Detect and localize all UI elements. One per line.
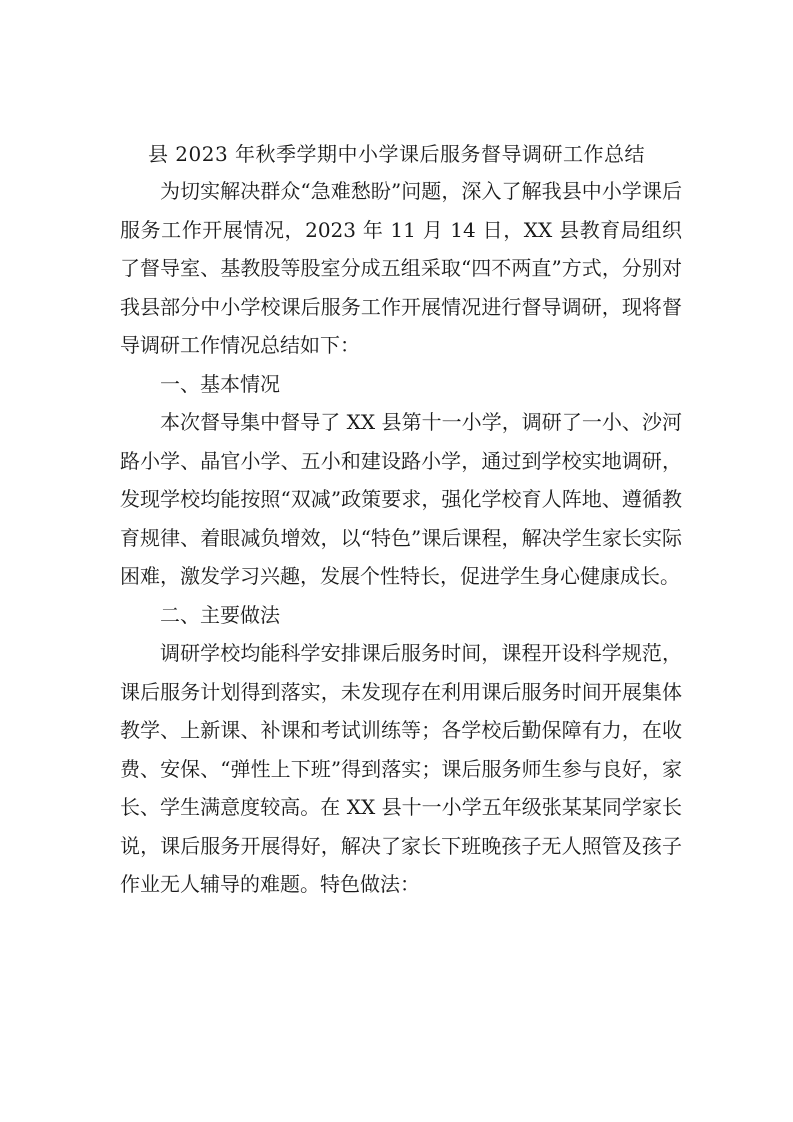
document-title: 县 2023 年秋季学期中小学课后服务督导调研工作总结 bbox=[147, 142, 646, 166]
section-paragraph-main-practices: 调研学校均能科学安排课后服务时间，课程开设科学规范，课后服务计划得到落实，未发现存在利用课后服务时间开展集体教学、上新课、补课和考试训练等；各学校后勤保障有力，在收费、安保、“弹性上下班”得到落实；课后服务师生参与良好，家长、学生满意度较高。在 XX 县十一小学五年级张某某同学家长说，课后服务开展得好，解决了家长下班晚孩子无人照管及孩子作业无人辅导的难题。特色做法： bbox=[120, 641, 682, 896]
section-heading-basic-situation: 一、基本情况 bbox=[160, 371, 280, 396]
document-body bbox=[120, 172, 682, 904]
section-paragraph-basic-situation: 本次督导集中督导了 XX 县第十一小学，调研了一小、沙河路小学、晶官小学、五小和建设路小学，通过到学校实地调研，发现学校均能按照“双减”政策要求，强化学校育人阵地、遵循教育规律、着眼减负增效，以“特色”课后课程，解决学生家长实际困难，激发学习兴趣，发展个性特长，促进学生身心健康成长。 bbox=[120, 410, 682, 588]
intro-paragraph: 为切实解决群众“急难愁盼”问题，深入了解我县中小学课后服务工作开展情况，2023 年 11 月 14 日，XX 县教育局组织了督导室、基教股等股室分成五组采取“四不两直”方式，分别对我县部分中小学校课后服务工作开展情况进行督导调研，现将督导调研工作情况总结如下： bbox=[120, 179, 682, 357]
section-heading-main-practices: 二、主要做法 bbox=[160, 602, 280, 627]
